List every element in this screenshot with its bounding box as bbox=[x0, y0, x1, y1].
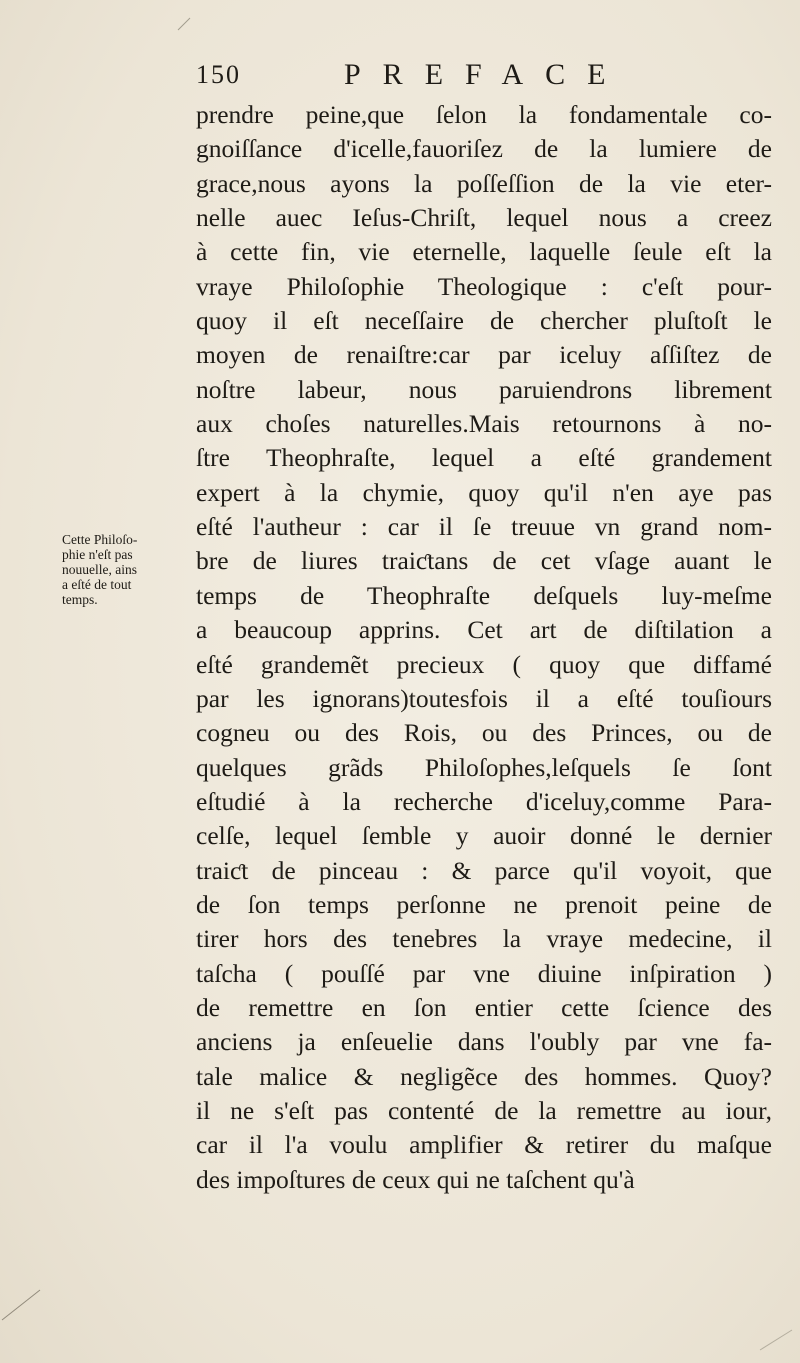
text-line: taſcha ( pouſſé par vne diuine inſpiration ) bbox=[196, 958, 772, 988]
text-line: il ne s'eſt pas contenté de la remettre au iour, bbox=[196, 1095, 772, 1125]
text-line: car il l'a voulu amplifier & retirer du maſque bbox=[196, 1130, 772, 1160]
text-line: anciens ja enſeuelie dans l'oubly par vne fa- bbox=[196, 1027, 772, 1057]
text-line: prendre peine,que ſelon la fondamentale co- bbox=[196, 100, 772, 129]
marginal-note-line: a eſté de tout bbox=[62, 577, 132, 592]
text-line: à cette fin, vie eternelle, laquelle ſeule eſt la bbox=[196, 237, 772, 267]
text-line: vraye Philoſophie Theologique : c'eſt pour- bbox=[196, 271, 772, 301]
text-line: quoy il eſt neceſſaire de chercher pluſtoſt le bbox=[196, 306, 772, 336]
text-line: traiƈt de pinceau : & parce qu'il voyoit, que bbox=[196, 855, 772, 885]
text-line: celſe, lequel ſemble y auoir donné le dernier bbox=[196, 821, 772, 851]
marginal-note-line: nouuelle, ains bbox=[62, 562, 137, 577]
text-line: de remettre en ſon entier cette ſcience des bbox=[196, 992, 772, 1022]
text-line: grace,nous ayons la poſſeſſion de la vie eter- bbox=[196, 168, 772, 198]
text-line: eſté grandemẽt precieux ( quoy que diffamé bbox=[196, 649, 772, 679]
text-line: des impoſtures de ceux qui ne taſchent qu'à bbox=[196, 1164, 635, 1194]
text-line: tirer hors des tenebres la vraye medecine, il bbox=[196, 924, 772, 954]
text-line: cogneu ou des Rois, ou des Princes, ou de bbox=[196, 718, 772, 748]
text-line: tale malice & negligẽce des hommes. Quoy? bbox=[196, 1061, 772, 1091]
marginal-note-line: Cette Philoſo- bbox=[62, 532, 138, 547]
text-line: temps de Theophraſte deſquels luy-meſme bbox=[196, 580, 772, 610]
text-line: bre de liures traiƈtans de cet vſage auant le bbox=[196, 546, 772, 576]
text-line: moyen de renaiſtre:car par iceluy aſſiſtez de bbox=[196, 340, 772, 370]
text-line: ſtre Theophraſte, lequel a eſté grandement bbox=[196, 443, 772, 473]
running-title: PREFACE bbox=[344, 58, 628, 91]
text-line: par les ignorans)toutesfois il a eſté touſiours bbox=[196, 683, 772, 713]
marginal-note-line: temps. bbox=[62, 592, 98, 607]
text-line: noſtre labeur, nous paruiendrons librement bbox=[196, 374, 772, 404]
text-line: quelques grãds Philoſophes,leſquels ſe ſont bbox=[196, 752, 772, 782]
text-line: nelle auec Ieſus-Chriſt, lequel nous a creez bbox=[196, 203, 772, 233]
text-line: eſtudié à la recherche d'iceluy,comme Para- bbox=[196, 786, 772, 816]
marginal-note-line: phie n'eſt pas bbox=[62, 547, 133, 562]
text-line: expert à la chymie, quoy qu'il n'en aye pas bbox=[196, 477, 772, 507]
text-line: de ſon temps perſonne ne prenoit peine de bbox=[196, 889, 772, 919]
text-line: gnoiſſance d'icelle,fauoriſez de la lumiere de bbox=[196, 134, 772, 164]
page-number: 150 bbox=[196, 60, 241, 89]
text-line: aux choſes naturelles.Mais retournons à no- bbox=[196, 409, 772, 439]
text-line: a beaucoup apprins. Cet art de diſtilation a bbox=[196, 615, 772, 645]
text-line: eſté l'autheur : car il ſe treuue vn grand nom- bbox=[196, 512, 772, 542]
